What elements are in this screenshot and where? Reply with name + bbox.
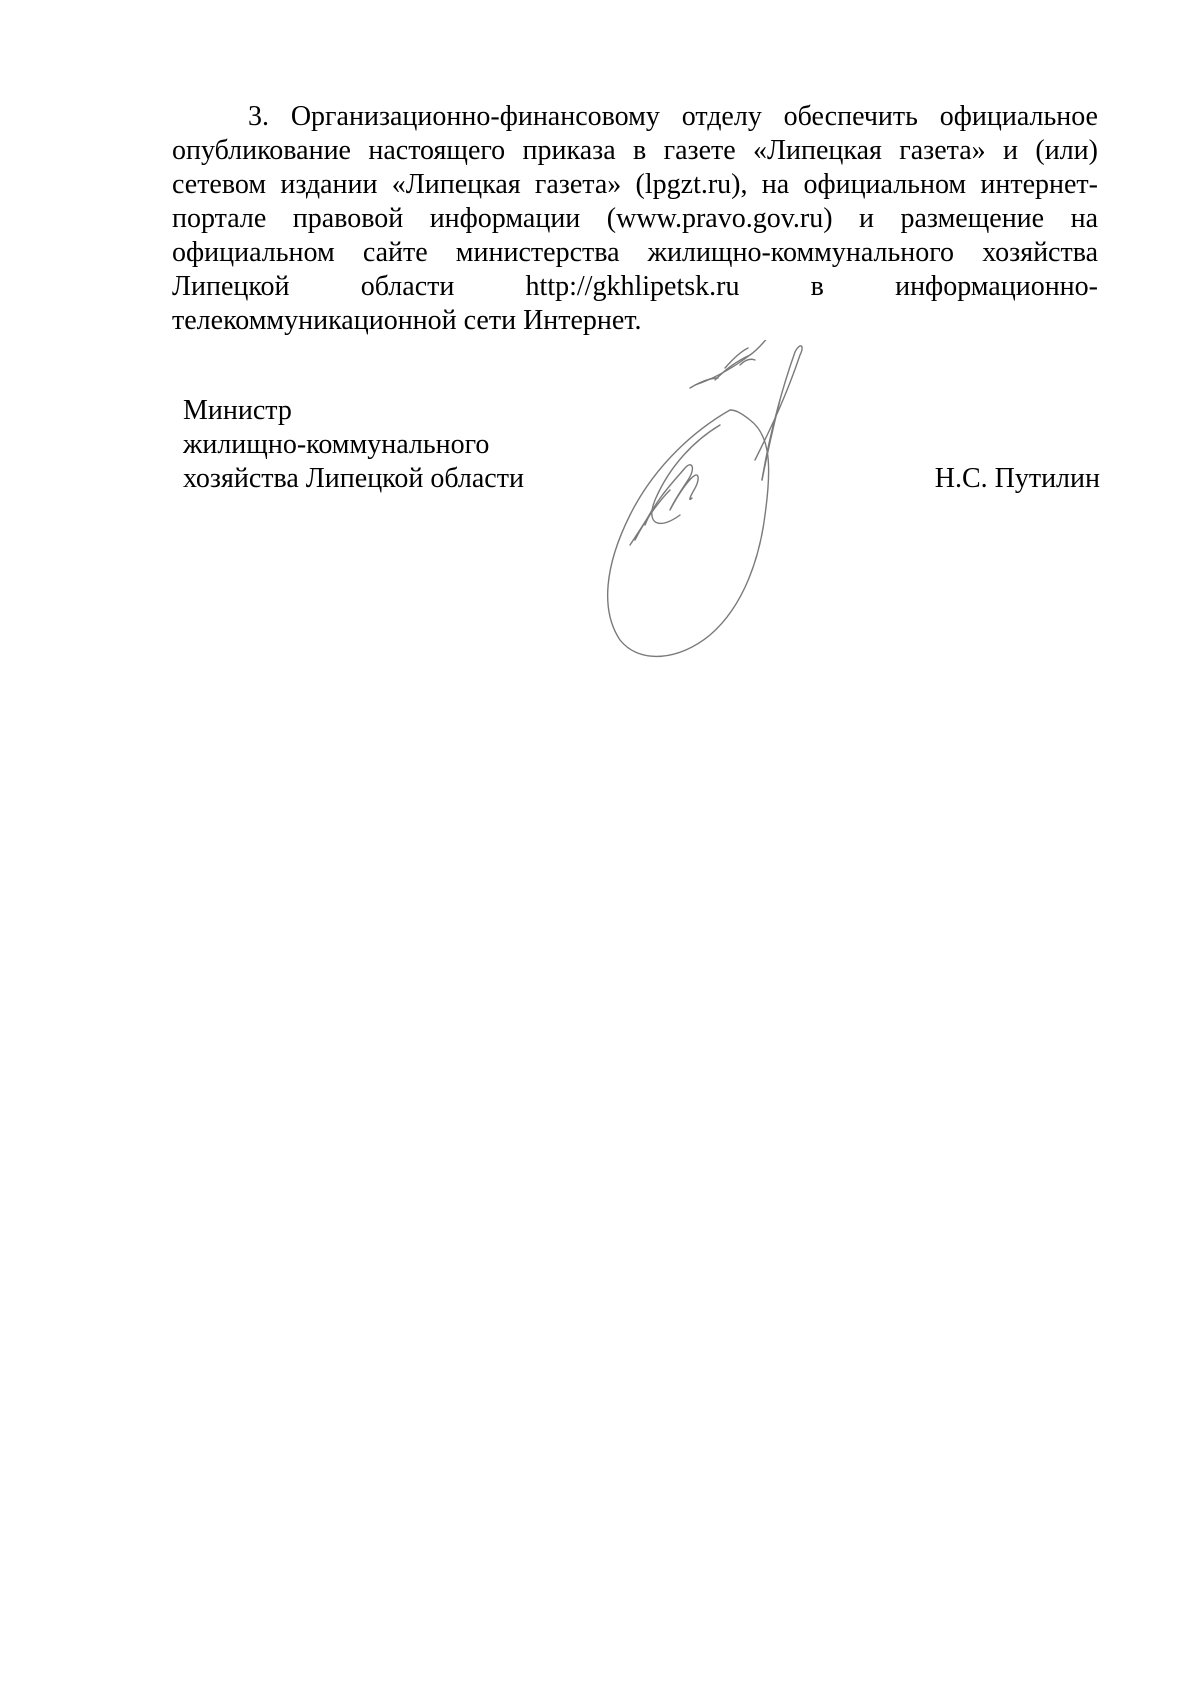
- paragraph-line: телекоммуникационной сети Интернет.: [172, 305, 642, 336]
- handwritten-signature: [600, 340, 900, 680]
- signatory-title-line: Министр: [183, 395, 292, 426]
- signatory-title-line: жилищно-коммунального: [183, 429, 490, 460]
- paragraph-line: опубликование настоящего приказа в газете «Липецкая газета» и (или): [172, 135, 1098, 166]
- paragraph-line: Липецкой области http://gkhlipetsk.ru в информационно-: [172, 271, 1098, 302]
- paragraph-line: сетевом издании «Липецкая газета» (lpgzt.ru), на официальном интернет-: [172, 169, 1098, 200]
- signatory-title-line: хозяйства Липецкой области: [183, 463, 524, 494]
- paragraph-line: официальном сайте министерства жилищно-коммунального хозяйства: [172, 237, 1098, 268]
- paragraph-item-3: [172, 100, 1098, 338]
- signatory-name: Н.С. Путилин: [934, 463, 1100, 494]
- paragraph-line: портале правовой информации (www.pravo.gov.ru) и размещение на: [172, 203, 1098, 234]
- paragraph-line: 3. Организационно-финансовому отделу обеспечить официальное: [248, 101, 1098, 132]
